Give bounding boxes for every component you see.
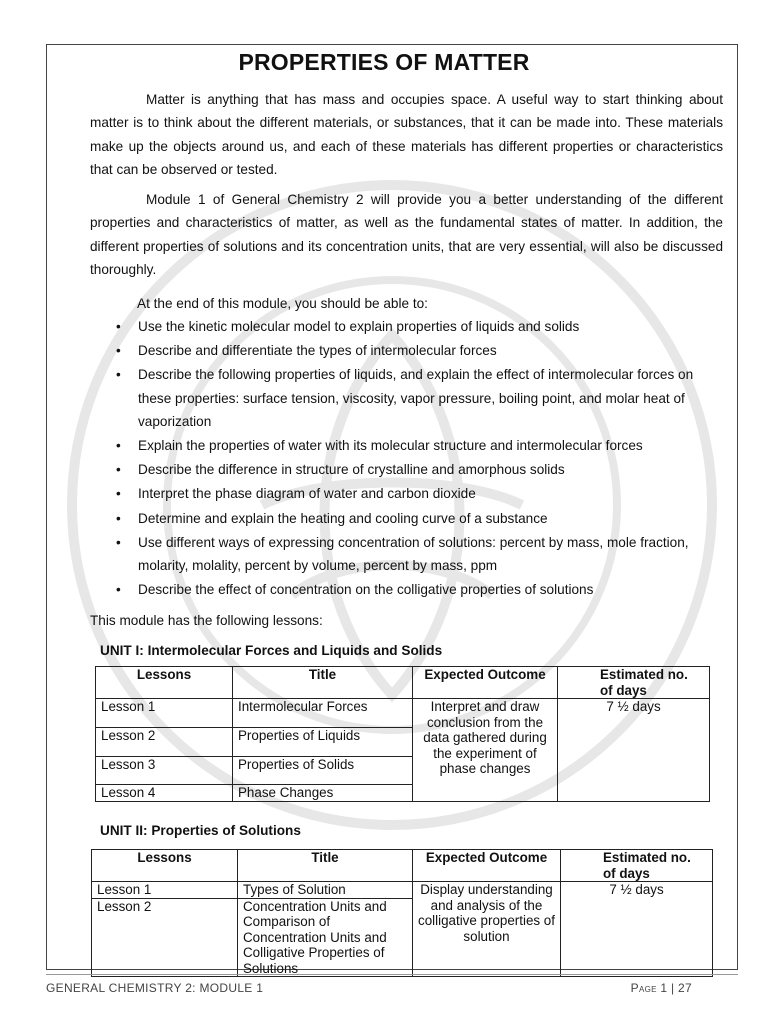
lesson-cell: Lesson 2	[92, 898, 238, 977]
objective-item	[112, 434, 724, 457]
footer-module-label: GENERAL CHEMISTRY 2: MODULE 1	[46, 981, 264, 995]
intro-paragraph-2	[90, 188, 723, 281]
objective-text: Interpret the phase diagram of water and carbon dioxide	[138, 486, 476, 502]
lesson-cell: Lesson 1	[96, 699, 233, 728]
title-cell: Phase Changes	[233, 785, 413, 802]
objectives-intro: At the end of this module, you should be able to:	[137, 296, 428, 311]
intro-paragraph-1	[90, 88, 723, 181]
outcome-cell: Display understanding and analysis of the colligative properties of solution	[413, 882, 561, 977]
days-cell: 7 ½ days	[561, 882, 713, 977]
outcome-cell: Interpret and draw conclusion from the data gathered during the experiment of phase changes	[413, 699, 558, 802]
bullet-icon: •	[116, 582, 121, 598]
title-cell: Intermolecular Forces	[233, 699, 413, 728]
objective-item	[112, 339, 724, 362]
objective-text: Describe the difference in structure of crystalline and amorphous solids	[138, 462, 565, 478]
bullet-icon: •	[116, 534, 121, 550]
bullet-icon: •	[116, 319, 121, 334]
header-days: Estimated no. of days	[561, 850, 713, 882]
objective-text: Explain the properties of water with its molecular structure and intermolecular forces	[138, 438, 643, 454]
header-outcome: Expected Outcome	[413, 667, 558, 699]
objective-item	[112, 315, 724, 338]
lessons-intro: This module has the following lessons:	[90, 613, 323, 628]
lesson-cell: Lesson 2	[96, 728, 233, 757]
objective-text: Determine and explain the heating and cooling curve of a substance	[138, 510, 548, 526]
unit2-lessons-table	[91, 849, 713, 977]
title-cell: Types of Solution	[238, 882, 413, 899]
header-lessons: Lessons	[92, 850, 238, 882]
bullet-icon: •	[116, 438, 121, 454]
bullet-icon: •	[116, 462, 121, 478]
objective-text: Use different ways of expressing concentration of solutions: percent by mass, mole fraction, molarity, molality, percent by volume, percent by mass, ppm	[138, 534, 689, 574]
header-outcome: Expected Outcome	[413, 850, 561, 882]
objective-text: Use the kinetic molecular model to explain properties of liquids and solids	[138, 319, 580, 334]
objective-text: Describe the following properties of liquids, and explain the effect of intermolecular forces on these properties: surface tension, viscosity, vapor pressure, boiling point, and molar heat of vaporization	[138, 367, 694, 429]
objective-text: Describe the effect of concentration on the colligative properties of solutions	[138, 582, 594, 598]
objectives-list	[112, 315, 724, 602]
bullet-icon: •	[116, 510, 121, 526]
table-header-row	[92, 850, 713, 882]
unit1-lessons-table	[95, 666, 710, 802]
objective-item	[112, 363, 724, 433]
title-cell: Properties of Liquids	[233, 728, 413, 757]
unit2-heading: UNIT II: Properties of Solutions	[100, 823, 301, 838]
days-cell: 7 ½ days	[558, 699, 710, 802]
page-footer	[46, 974, 738, 995]
footer-page-number: Page 1 | 27	[630, 981, 692, 995]
lesson-cell: Lesson 4	[96, 785, 233, 802]
title-cell: Concentration Units and Comparison of Concentration Units and Colligative Properties of Solutions	[238, 898, 413, 977]
page-title: PROPERTIES OF MATTER	[238, 49, 530, 75]
lesson-cell: Lesson 1	[92, 882, 238, 899]
objective-item	[112, 507, 724, 530]
table-row	[96, 699, 710, 728]
table-row	[92, 882, 713, 899]
header-days: Estimated no. of days	[558, 667, 710, 699]
objective-item	[112, 458, 724, 481]
lesson-cell: Lesson 3	[96, 757, 233, 785]
header-title: Title	[233, 667, 413, 699]
objective-item	[112, 578, 724, 601]
objective-item	[112, 531, 724, 577]
table-header-row	[96, 667, 710, 699]
unit1-heading: UNIT I: Intermolecular Forces and Liquids and Solids	[100, 643, 443, 658]
objective-item	[112, 482, 724, 505]
objective-text: Describe and differentiate the types of intermolecular forces	[138, 343, 497, 359]
bullet-icon: •	[116, 343, 121, 359]
bullet-icon: •	[116, 367, 121, 383]
bullet-icon: •	[116, 486, 121, 502]
title-cell: Properties of Solids	[233, 757, 413, 785]
intro-paragraph-1-text: Matter is anything that has mass and occupies space. A useful way to start thinking about matter is to think about the different materials, or substances, that it can be made into. These materials make up the objects around us, and each of these materials has different properties or characteristics that can be observed or tested.	[90, 92, 723, 177]
header-title: Title	[238, 850, 413, 882]
header-lessons: Lessons	[96, 667, 233, 699]
intro-paragraph-2-text: Module 1 of General Chemistry 2 will provide you a better understanding of the different properties and characteristics of matter, as well as the fundamental states of matter. In addition, the different properties of solutions and its concentration units, that are very essential, will also be discussed thoroughly.	[90, 192, 723, 277]
